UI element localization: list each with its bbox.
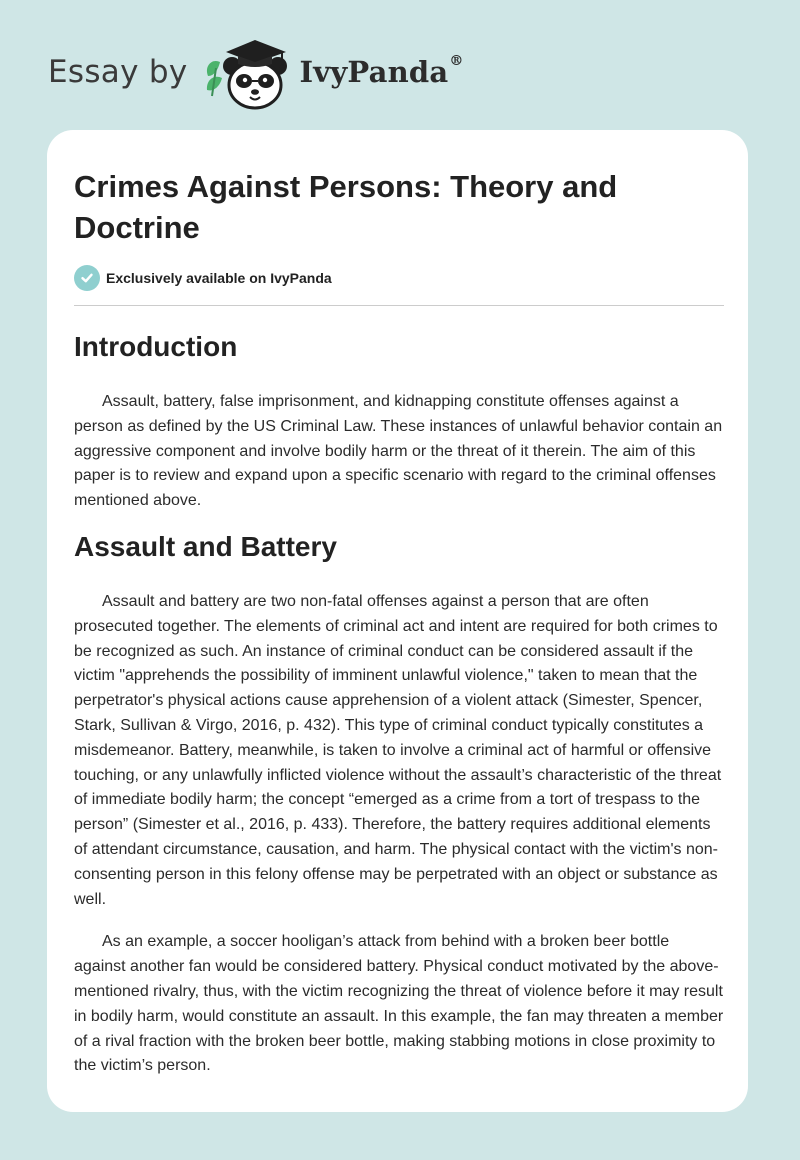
- paragraph: Assault, battery, false imprisonment, and kidnapping constitute offenses against a person as defined by the US Criminal Law. These instances of unlawful behavior contain an aggressive component and involve bodily harm or the threat of it therein. The aim of this paper is to review and expand upon a specific scenario with regard to the criminal offenses mentioned above.: [74, 393, 723, 510]
- registered-mark: ®: [449, 53, 464, 69]
- paragraph: As an example, a soccer hooligan’s attack from behind with a broken beer bottle against another fan would be considered battery. Physical conduct motivated by the above-mentioned rivalry, thus, with the victim recognizing the threat of violence before it may result in bodily harm, would constitute an assault. In this example, the fan may threaten a member of a rival fraction with the broken beer bottle, making stabbing motions in close proximity to the victim’s person.: [74, 933, 724, 1075]
- essay-card: [47, 130, 748, 1112]
- brand-name: [300, 55, 464, 89]
- panda-graduate-icon: [202, 32, 294, 112]
- paragraph: Assault and battery are two non-fatal offenses against a person that are often prosecuted together. The elements of criminal act and intent are required for both crimes to be recognized as such. An instance of criminal conduct can be considered assault if the victim "apprehends the possibility of imminent unlawful violence," taken to mean that the perpetrator's physical actions cause apprehension of a violent attack (Simester, Spencer, Stark, Sullivan & Virgo, 2016, p. 432). This type of criminal conduct typically constitutes a misdemeanor. Battery, meanwhile, is taken to involve a criminal act of harmful or offensive touching, or any unlawfully inflicted violence without the assault’s characteristic of the threat of immediate bodily harm; the concept “emerged as a crime from a tort of trespass to the person” (Simester et al., 2016, p. 433). Therefore, the battery requires additional elements of attendant circumstance, causation, and harm. The physical contact with the victim's non-consenting person in this felony offense may be perpetrated with an object or substance as well.: [74, 592, 722, 908]
- section-heading-assault-and-battery: Assault and Battery: [74, 530, 337, 562]
- check-icon: [74, 265, 100, 291]
- exclusive-badge: [74, 265, 724, 291]
- brand-text: IvyPanda: [299, 55, 449, 89]
- section-heading-introduction: Introduction: [74, 331, 238, 362]
- essay-by-label: Essay by: [48, 54, 188, 90]
- divider: [74, 305, 724, 306]
- essay-content: [74, 166, 724, 1079]
- exclusive-badge-text: Exclusively available on IvyPanda: [106, 270, 332, 286]
- site-header: [48, 32, 464, 112]
- essay-title: Crimes Against Persons: Theory and Doctrine: [74, 169, 618, 245]
